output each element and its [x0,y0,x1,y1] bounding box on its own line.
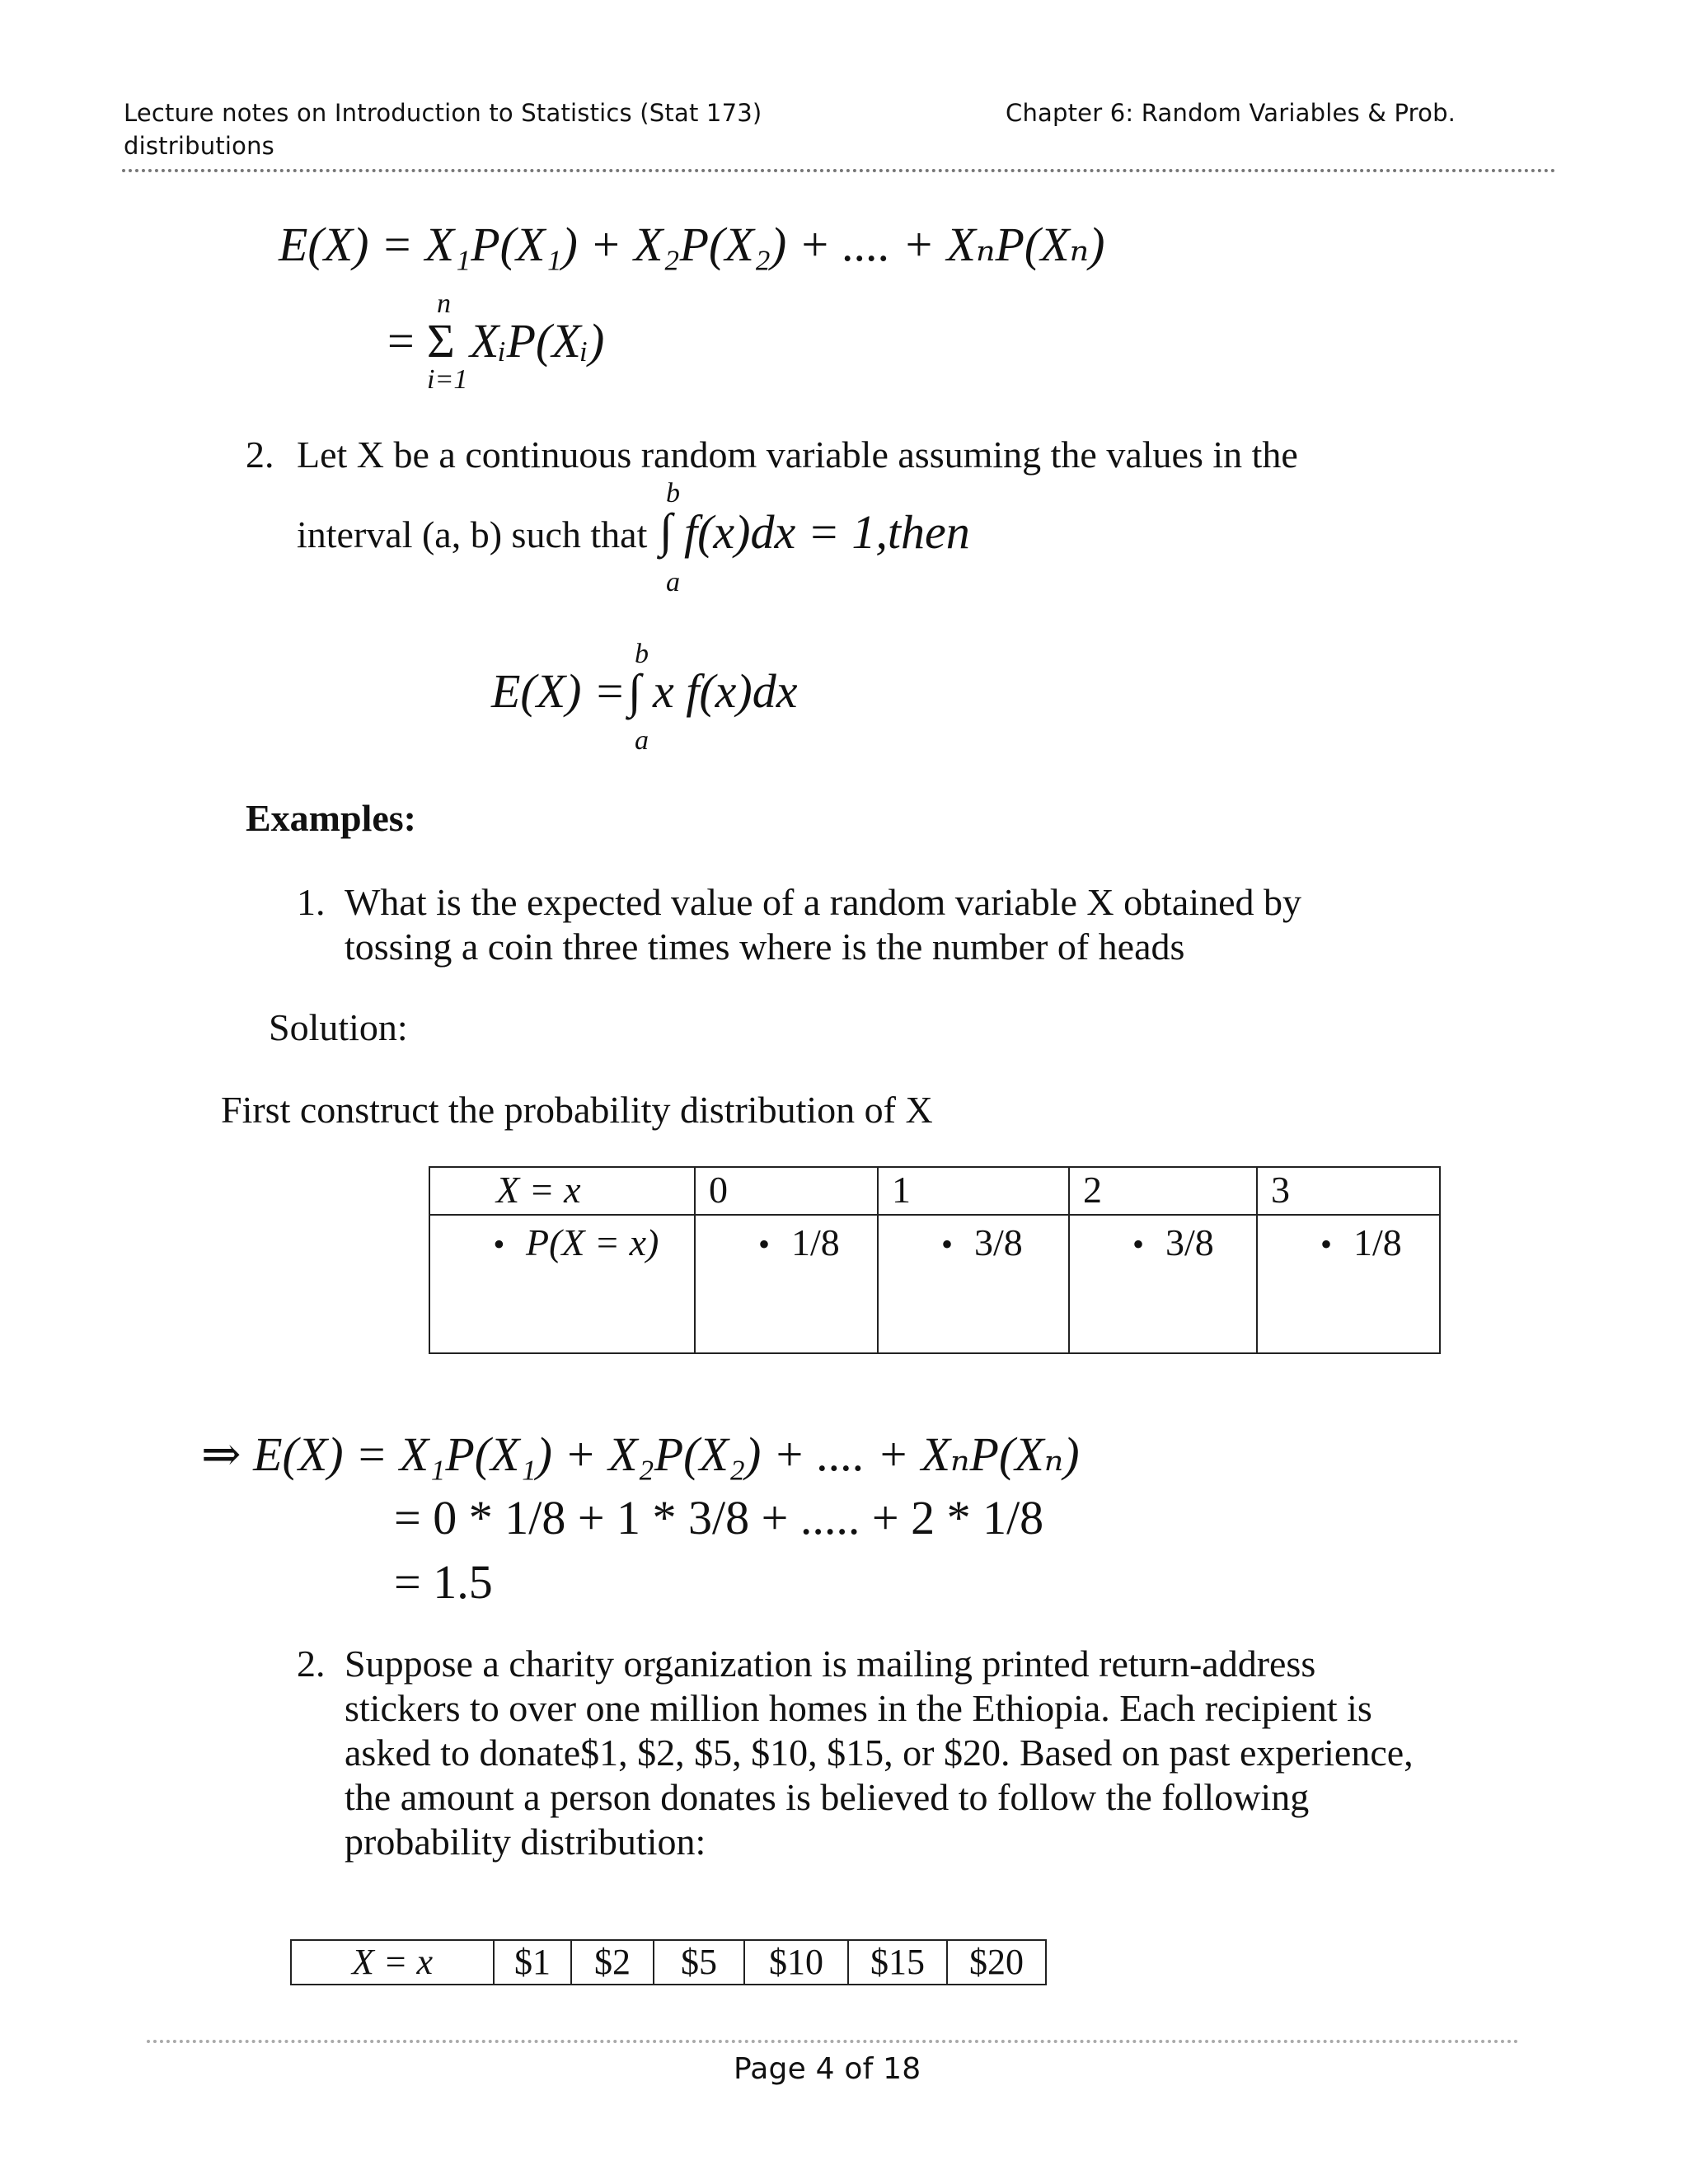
example2-line4: the amount a person donates is believed to follow the following [345,1776,1310,1818]
header-right: Chapter 6: Random Variables & Prob. [1006,99,1456,127]
example2-line5: probability distribution: [345,1821,706,1863]
table-cell-text: 1 [892,1169,911,1211]
table-cell: X = x [291,1940,494,1985]
table-cell-text: 3/8 [974,1221,1023,1263]
table-cell-text: 0 [709,1169,728,1211]
example1-line1: What is the expected value of a random variable X obtained by [345,881,1302,923]
table-cell [878,1215,1069,1353]
header-divider [122,169,1556,172]
table-cell [1257,1167,1440,1215]
calc-line1: ⇒ E(X) = X₁P(X₁) + X₂P(X₂) + .... + XₙP(Xₙ) [201,1427,1080,1481]
table-cell [695,1167,878,1215]
table-cell: $10 [744,1940,848,1985]
table-cell: $20 [947,1940,1046,1985]
table-row [429,1215,1440,1353]
table-row [429,1167,1440,1215]
item2-number: 2. [246,434,274,476]
header-left-line2: distributions [124,132,274,160]
table-cell [695,1215,878,1353]
calc-line2: = 0 * 1/8 + 1 * 3/8 + ..... + 2 * 1/8 [394,1491,1044,1544]
bullet-icon: • [493,1226,505,1263]
item2-integral-sign: ∫ [659,504,673,557]
formula-sum-block [387,288,717,396]
table-cell [878,1167,1069,1215]
table-cell [1257,1215,1440,1353]
table-cell-text: 3 [1271,1169,1290,1211]
donation-table [290,1939,1047,1985]
table-cell: $5 [654,1940,744,1985]
bullet-icon: • [758,1226,771,1263]
table-cell [1069,1167,1257,1215]
table-cell-text: 3/8 [1165,1221,1214,1263]
table-cell: $2 [571,1940,654,1985]
example2-line2: stickers to over one million homes in the Ethiopia. Each recipient is [345,1687,1372,1729]
probability-table-coin [429,1166,1441,1354]
table-cell: $15 [848,1940,947,1985]
continuous-integral-upper: b [635,639,649,669]
continuous-integral-body: x f(x)dx [653,664,798,718]
table-cell [429,1215,695,1353]
footer-divider [147,2040,1519,2043]
item2-line2-prefix: interval (a, b) such that [297,513,648,555]
sigma-symbol: Σ [427,314,455,368]
formula-expectation-discrete: E(X) = X₁P(X₁) + X₂P(X₂) + .... + XₙP(Xₙ) [279,218,1105,271]
table-cell-text: X = x [496,1169,581,1211]
formula-expectation-continuous-lhs: E(X) = [491,664,626,718]
table-cell-text: 1/8 [791,1221,840,1263]
examples-heading: Examples: [246,797,416,839]
sum-lower-limit: i=1 [427,364,468,395]
example2-line3: asked to donate$1, $2, $5, $10, $15, or $20. Based on past experience, [345,1732,1414,1774]
solution-label: Solution: [269,1006,408,1048]
example1-line2: tossing a coin three times where is the number of heads [345,926,1185,968]
example2-line1: Suppose a charity organization is mailing printed return-address [345,1643,1316,1685]
table-cell-text: 2 [1083,1169,1102,1211]
table-cell-text: P(X = x) [526,1221,659,1263]
item2-integral-body: f(x)dx = 1,then [684,505,970,559]
sum-body: XᵢP(Xᵢ) [470,314,605,368]
sum-upper-limit: n [437,288,451,319]
table-cell-text: 1/8 [1353,1221,1402,1263]
formula-equals: = [387,314,415,368]
bullet-icon: • [941,1226,954,1263]
table-row [291,1940,1046,1985]
table-cell [1069,1215,1257,1353]
example2-number: 2. [297,1643,326,1685]
header-left-line1: Lecture notes on Introduction to Statistics (Stat 173) [124,99,762,127]
bullet-icon: • [1132,1226,1145,1263]
table-cell [429,1167,695,1215]
continuous-integral-sign: ∫ [628,664,641,718]
calc-line3: = 1.5 [394,1555,493,1609]
continuous-integral-lower: a [635,725,649,756]
item2-line1: Let X be a continuous random variable assuming the values in the [297,434,1298,476]
item2-integral-lower: a [666,567,680,598]
construct-distribution-text: First construct the probability distribution of X [221,1089,933,1131]
page-number: Page 4 of 18 [734,2052,921,2086]
table-cell: $1 [494,1940,571,1985]
item2-integral-upper: b [666,478,680,509]
example1-number: 1. [297,881,326,923]
bullet-icon: • [1320,1226,1333,1263]
